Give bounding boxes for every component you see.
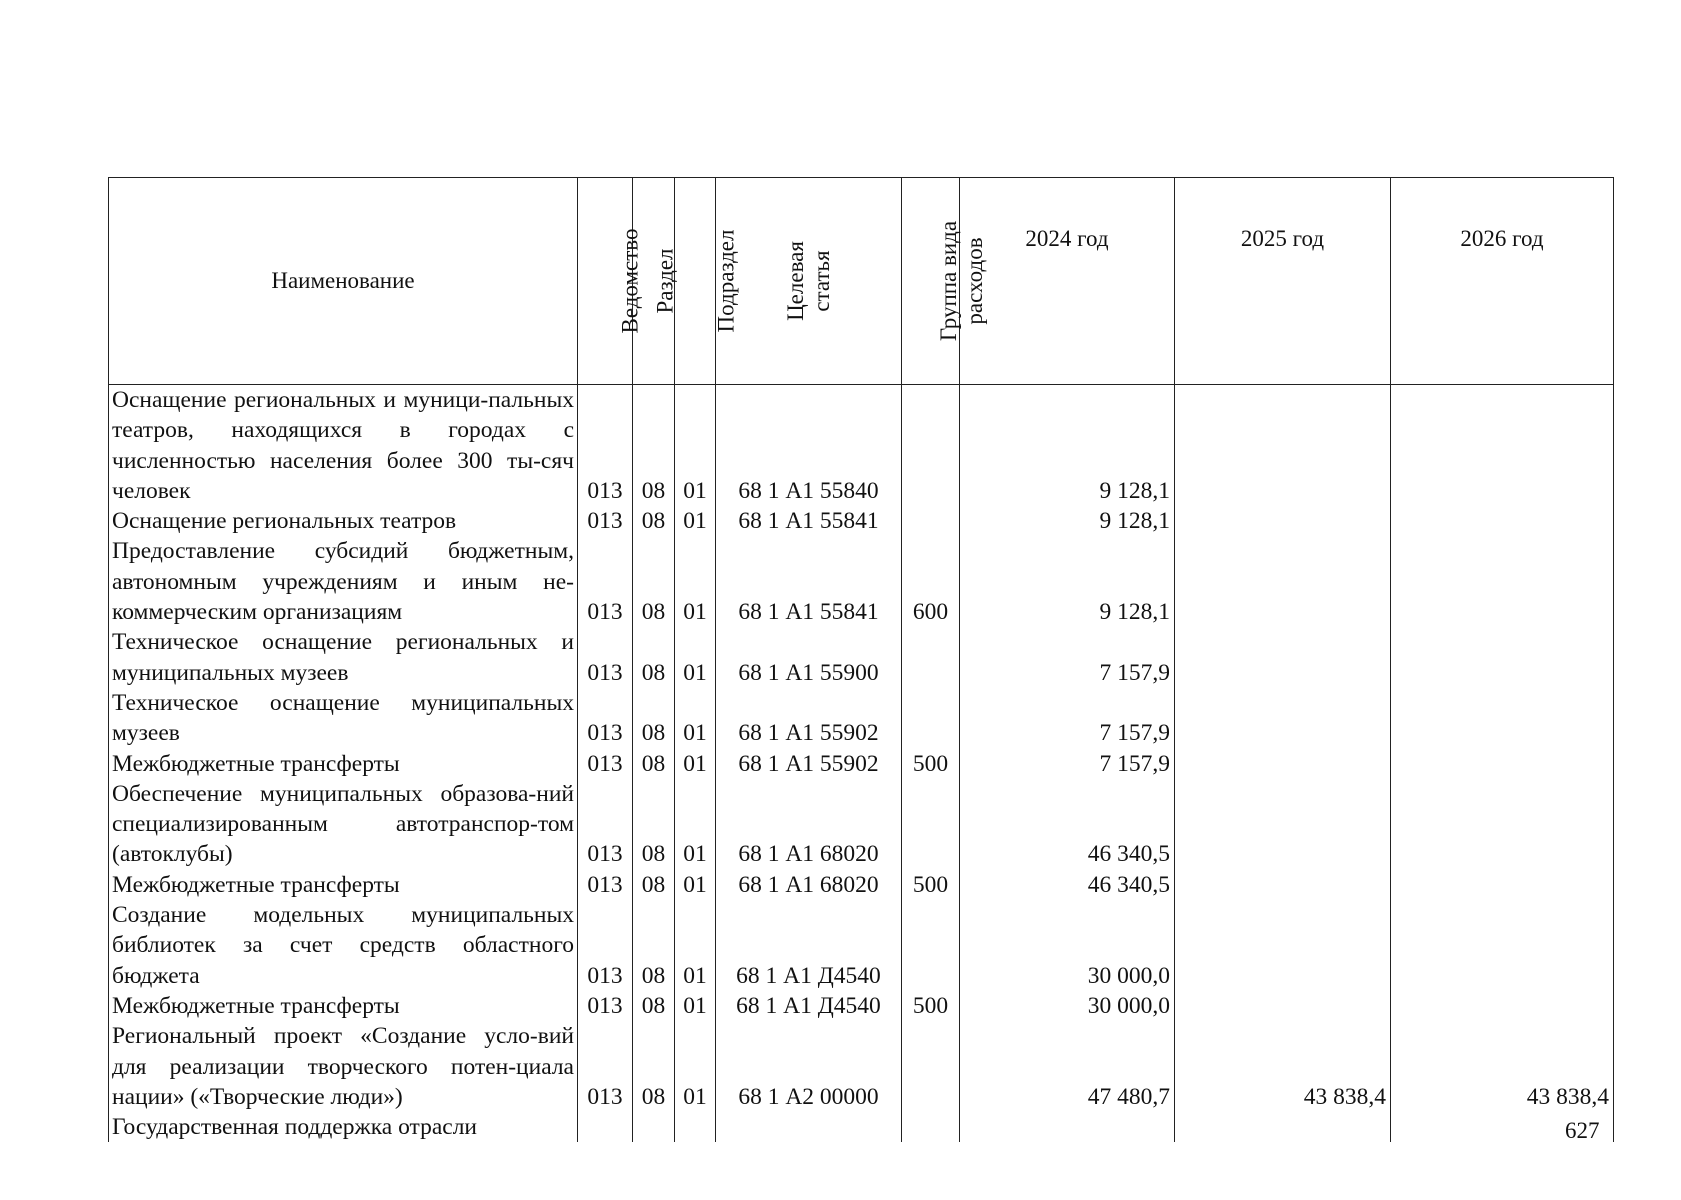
cell-y2026: [1391, 627, 1614, 688]
cell-razdel: 08: [633, 749, 675, 779]
cell-razdel: 08: [633, 870, 675, 900]
header-2025: 2025 год: [1175, 178, 1391, 385]
cell-ved: [578, 1112, 633, 1142]
cell-y2026: [1391, 870, 1614, 900]
cell-podrazdel: 01: [675, 536, 716, 627]
cell-ved: 013: [578, 627, 633, 688]
cell-y2024: 46 340,5: [960, 779, 1175, 870]
cell-y2025: [1175, 688, 1391, 749]
header-target: [716, 178, 902, 385]
cell-podrazdel: 01: [675, 627, 716, 688]
cell-ved: 013: [578, 991, 633, 1021]
table-row: [109, 779, 1614, 870]
table-row: [109, 900, 1614, 991]
cell-group: [902, 627, 960, 688]
cell-ved: 013: [578, 536, 633, 627]
header-group-line1: Группа вида: [936, 220, 962, 342]
header-razdel: Раздел: [633, 178, 675, 385]
cell-target: 68 1 А1 55841: [716, 536, 902, 627]
cell-group: [902, 779, 960, 870]
cell-y2026: [1391, 779, 1614, 870]
cell-target: 68 1 А1 68020: [716, 870, 902, 900]
cell-name: Государственная поддержка отрасли: [109, 1112, 578, 1142]
cell-target: 68 1 А1 55841: [716, 506, 902, 536]
cell-y2026: [1391, 688, 1614, 749]
cell-y2025: [1175, 506, 1391, 536]
cell-razdel: 08: [633, 900, 675, 991]
cell-podrazdel: 01: [675, 1021, 716, 1112]
cell-razdel: [633, 1112, 675, 1142]
cell-name: Создание модельных муниципальных библиотек за счет средств областного бюджета: [109, 900, 578, 991]
cell-y2024: 47 480,7: [960, 1021, 1175, 1112]
cell-name: Оснащение региональных и муници-пальных театров, находящихся в городах с численностью населения более 300 ты-сяч человек: [109, 385, 578, 507]
cell-name: Оснащение региональных театров: [109, 506, 578, 536]
cell-target: 68 1 А1 Д4540: [716, 991, 902, 1021]
cell-ved: 013: [578, 779, 633, 870]
cell-razdel: 08: [633, 779, 675, 870]
cell-y2024: 9 128,1: [960, 385, 1175, 507]
cell-group: 600: [902, 536, 960, 627]
cell-ved: 013: [578, 870, 633, 900]
cell-group: 500: [902, 870, 960, 900]
cell-podrazdel: 01: [675, 506, 716, 536]
cell-ved: 013: [578, 385, 633, 507]
cell-y2026: [1391, 385, 1614, 507]
cell-y2025: [1175, 749, 1391, 779]
cell-group: [902, 385, 960, 507]
header-group-line2: расходов: [962, 237, 988, 325]
cell-podrazdel: 01: [675, 749, 716, 779]
cell-y2026: [1391, 506, 1614, 536]
cell-y2024: 9 128,1: [960, 506, 1175, 536]
cell-target: 68 1 А1 55902: [716, 749, 902, 779]
table-row: [109, 1112, 1614, 1142]
cell-y2025: 43 838,4: [1175, 1021, 1391, 1112]
cell-target: 68 1 А1 55900: [716, 627, 902, 688]
cell-ved: 013: [578, 506, 633, 536]
cell-target: 68 1 А1 Д4540: [716, 900, 902, 991]
cell-podrazdel: [675, 1112, 716, 1142]
table-row: [109, 627, 1614, 688]
cell-y2025: [1175, 779, 1391, 870]
page-number: 627: [1565, 1118, 1600, 1143]
cell-group: 500: [902, 991, 960, 1021]
header-2026: 2026 год: [1391, 178, 1614, 385]
cell-razdel: 08: [633, 385, 675, 507]
cell-razdel: 08: [633, 506, 675, 536]
cell-razdel: 08: [633, 627, 675, 688]
cell-y2024: 30 000,0: [960, 900, 1175, 991]
cell-y2026: [1391, 991, 1614, 1021]
cell-group: [902, 1021, 960, 1112]
header-podrazdel: Подраздел: [675, 178, 716, 385]
header-target-line1: Целевая: [782, 241, 808, 321]
cell-name: Техническое оснащение региональных и муниципальных музеев: [109, 627, 578, 688]
cell-name: Межбюджетные трансферты: [109, 749, 578, 779]
cell-y2024: 7 157,9: [960, 627, 1175, 688]
table-body: [109, 385, 1614, 1143]
cell-ved: 013: [578, 900, 633, 991]
cell-group: [902, 688, 960, 749]
cell-group: [902, 1112, 960, 1142]
cell-y2025: [1175, 1112, 1391, 1142]
cell-razdel: 08: [633, 991, 675, 1021]
cell-y2024: 9 128,1: [960, 536, 1175, 627]
cell-y2025: [1175, 991, 1391, 1021]
header-vedomstvo: Ведомство: [578, 178, 633, 385]
cell-group: [902, 900, 960, 991]
cell-y2025: [1175, 536, 1391, 627]
cell-name: Региональный проект «Создание усло-вий для реализации творческого потен-циала нации» («Творческие люди»): [109, 1021, 578, 1112]
cell-name: Межбюджетные трансферты: [109, 991, 578, 1021]
header-row: [109, 178, 1614, 385]
cell-y2026: [1391, 900, 1614, 991]
cell-y2026: 43 838,4: [1391, 1021, 1614, 1112]
cell-group: [902, 506, 960, 536]
cell-razdel: 08: [633, 536, 675, 627]
cell-y2024: [960, 1112, 1175, 1142]
cell-target: 68 1 А2 00000: [716, 1021, 902, 1112]
table-row: [109, 536, 1614, 627]
table-row: [109, 870, 1614, 900]
cell-y2025: [1175, 900, 1391, 991]
cell-name: Техническое оснащение муниципальных музеев: [109, 688, 578, 749]
cell-podrazdel: 01: [675, 900, 716, 991]
cell-y2025: [1175, 870, 1391, 900]
cell-name: Межбюджетные трансферты: [109, 870, 578, 900]
cell-target: 68 1 А1 55902: [716, 688, 902, 749]
cell-y2024: 46 340,5: [960, 870, 1175, 900]
cell-target: 68 1 А1 55840: [716, 385, 902, 507]
cell-y2026: [1391, 749, 1614, 779]
cell-y2026: [1391, 536, 1614, 627]
cell-y2024: 7 157,9: [960, 749, 1175, 779]
table-row: [109, 506, 1614, 536]
cell-razdel: 08: [633, 1021, 675, 1112]
cell-y2025: [1175, 385, 1391, 507]
cell-razdel: 08: [633, 688, 675, 749]
cell-group: 500: [902, 749, 960, 779]
cell-ved: 013: [578, 688, 633, 749]
cell-ved: 013: [578, 749, 633, 779]
header-name: Наименование: [109, 178, 578, 385]
header-target-line2: статья: [808, 250, 834, 312]
header-2024: 2024 год: [960, 178, 1175, 385]
budget-table: [108, 177, 1614, 1142]
table-row: [109, 385, 1614, 507]
cell-y2024: 7 157,9: [960, 688, 1175, 749]
cell-ved: 013: [578, 1021, 633, 1112]
cell-y2025: [1175, 627, 1391, 688]
table-row: [109, 1021, 1614, 1112]
table-row: [109, 991, 1614, 1021]
cell-podrazdel: 01: [675, 779, 716, 870]
cell-y2024: 30 000,0: [960, 991, 1175, 1021]
header-group: [902, 178, 988, 385]
cell-name: Обеспечение муниципальных образова-ний специализированным автотранспор-том (автоклубы): [109, 779, 578, 870]
cell-podrazdel: 01: [675, 870, 716, 900]
cell-podrazdel: 01: [675, 385, 716, 507]
cell-podrazdel: 01: [675, 688, 716, 749]
table-row: [109, 688, 1614, 749]
table-row: [109, 749, 1614, 779]
cell-name: Предоставление субсидий бюджетным, автономным учреждениям и иным не-коммерческим организациям: [109, 536, 578, 627]
cell-podrazdel: 01: [675, 991, 716, 1021]
cell-target: 68 1 А1 68020: [716, 779, 902, 870]
cell-target: [716, 1112, 902, 1142]
